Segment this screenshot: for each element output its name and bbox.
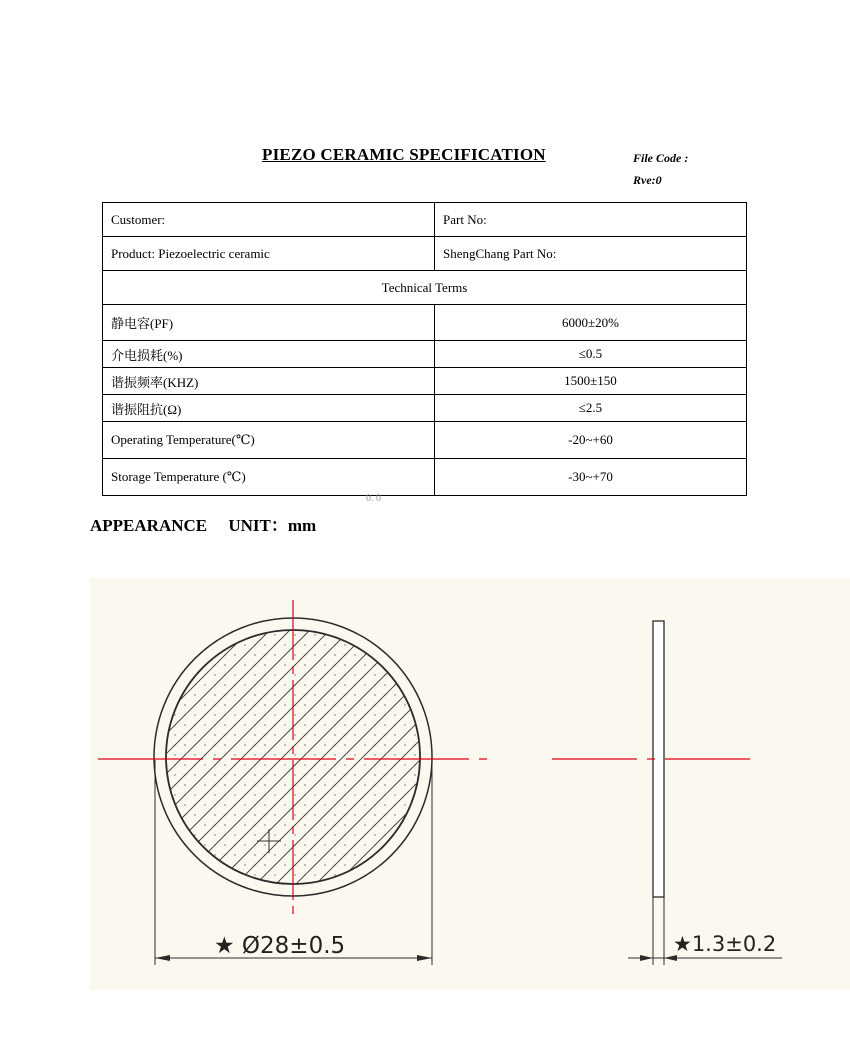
row-value: -20~+60 [435,422,747,459]
file-code-label: File Code : [633,151,689,165]
row-label: 静电容(PF) [103,305,435,341]
customer-cell: Customer: [103,203,435,237]
row-label: 介电损耗(%) [103,341,435,368]
revision-label: Rve:0 [633,173,662,187]
part-no-cell: Part No: [435,203,747,237]
row-value: 6000±20% [435,305,747,341]
row-label: 谐振频率(KHZ) [103,368,435,395]
row-value: 1500±150 [435,368,747,395]
spec-title: PIEZO CERAMIC SPECIFICATION [262,145,546,164]
diameter-dimension-label: ★ Ø28±0.5 [214,933,346,959]
shengchang-part-no-cell: ShengChang Part No: [435,237,747,271]
row-value: ≤2.5 [435,395,747,422]
row-value: ≤0.5 [435,341,747,368]
row-label: 谐振阻抗(Ω) [103,395,435,422]
thickness-dimension-label: ★1.3±0.2 [673,932,777,956]
row-value: -30~+70 [435,459,747,496]
row-label: Operating Temperature(℃) [103,422,435,459]
product-cell: Product: Piezoelectric ceramic [103,237,435,271]
row-label: Storage Temperature (℃) [103,459,435,496]
ghost-mark: 0. 0 [366,493,381,504]
technical-terms-heading: Technical Terms [103,271,747,305]
appearance-heading: APPEARANCE UNIT：mm [90,516,317,535]
